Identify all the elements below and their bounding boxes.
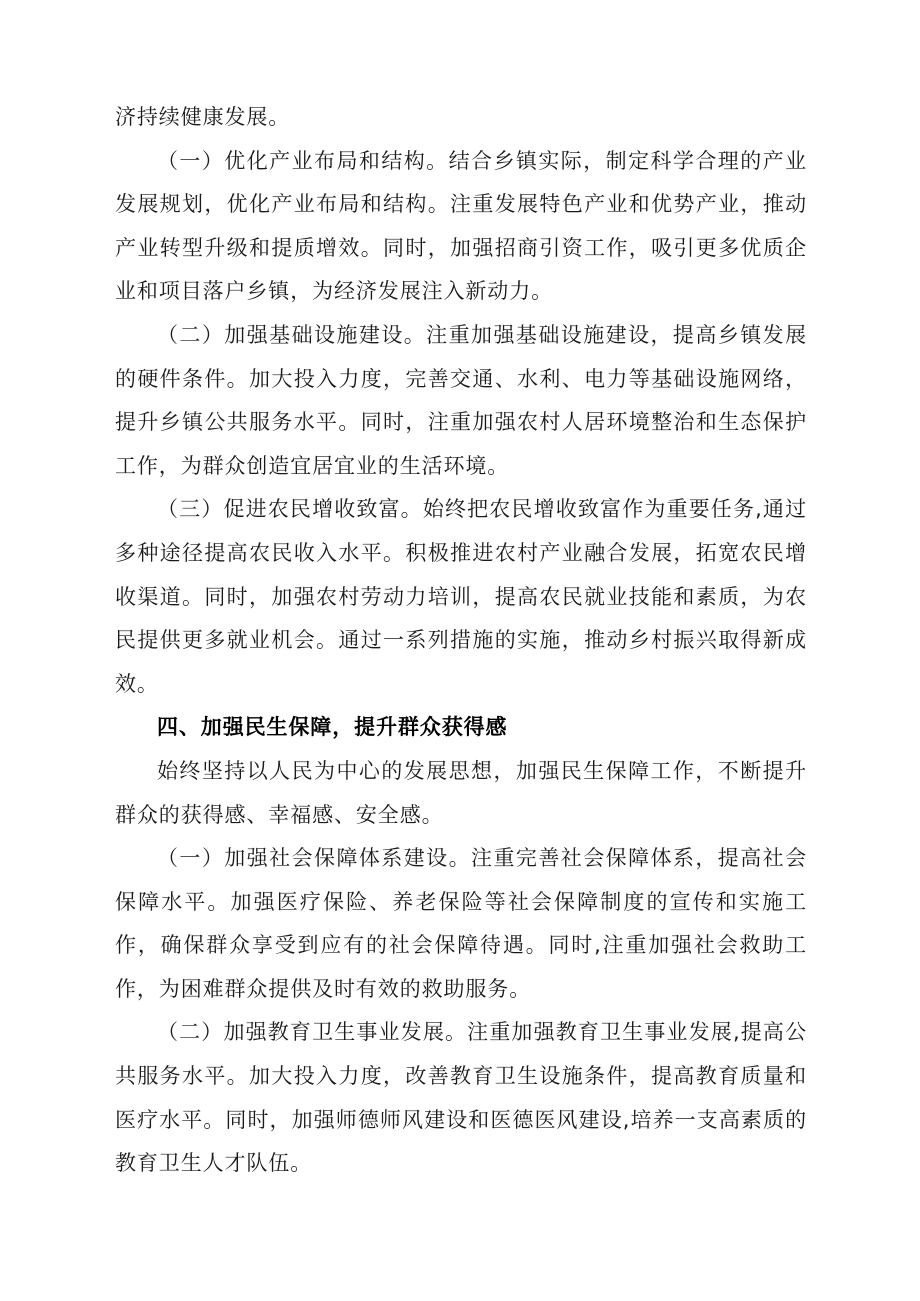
paragraph-continuation: 济持续健康发展。 <box>115 105 291 129</box>
paragraph-infrastructure: （二）加强基础设施建设。注重加强基础设施建设，提高乡镇发展的硬件条件。加大投入力度，完善交通、水利、电力等基础设施网络，提升乡镇公共服务水平。同时，注重加强农村人居环境整治和生态保护工作，为群众创造宜居宜业的生活环境。 <box>115 322 807 478</box>
paragraph-farmer-income: （三）促进农民增收致富。始终把农民增收致富作为重要任务,通过多种途径提高农民收入水平。积极推进农村产业融合发展，拓宽农民增收渠道。同时，加强农村劳动力培训，提高农民就业技能和素质，为农民提供更多就业机会。通过一系列措施的实施，推动乡村振兴取得新成效。 <box>115 497 807 696</box>
paragraph-livelihood-intro: 始终坚持以人民为中心的发展思想，加强民生保障工作，不断提升群众的获得感、幸福感、安全感。 <box>115 758 807 827</box>
document-body <box>115 96 807 1186</box>
paragraph-optimize-industry: （一）优化产业布局和结构。结合乡镇实际，制定科学合理的产业发展规划，优化产业布局和结构。注重发展特色产业和优势产业，推动产业转型升级和提质增效。同时，加强招商引资工作，吸引更多优质企业和项目落户乡镇，为经济发展注入新动力。 <box>115 148 807 304</box>
paragraph-social-security: （一）加强社会保障体系建设。注重完善社会保障体系，提高社会保障水平。加强医疗保险、养老保险等社会保障制度的宣传和实施工作，确保群众享受到应有的社会保障待遇。同时,注重加强社会救助工作，为困难群众提供及时有效的救助服务。 <box>115 846 807 1001</box>
paragraph-education-health: （二）加强教育卫生事业发展。注重加强教育卫生事业发展,提高公共服务水平。加大投入力度，改善教育卫生设施条件，提高教育质量和医疗水平。同时，加强师德师风建设和医德医风建设,培养一支高素质的教育卫生人才队伍。 <box>115 1020 807 1176</box>
section-heading-livelihood: 四、加强民生保障，提升群众获得感 <box>157 715 508 740</box>
